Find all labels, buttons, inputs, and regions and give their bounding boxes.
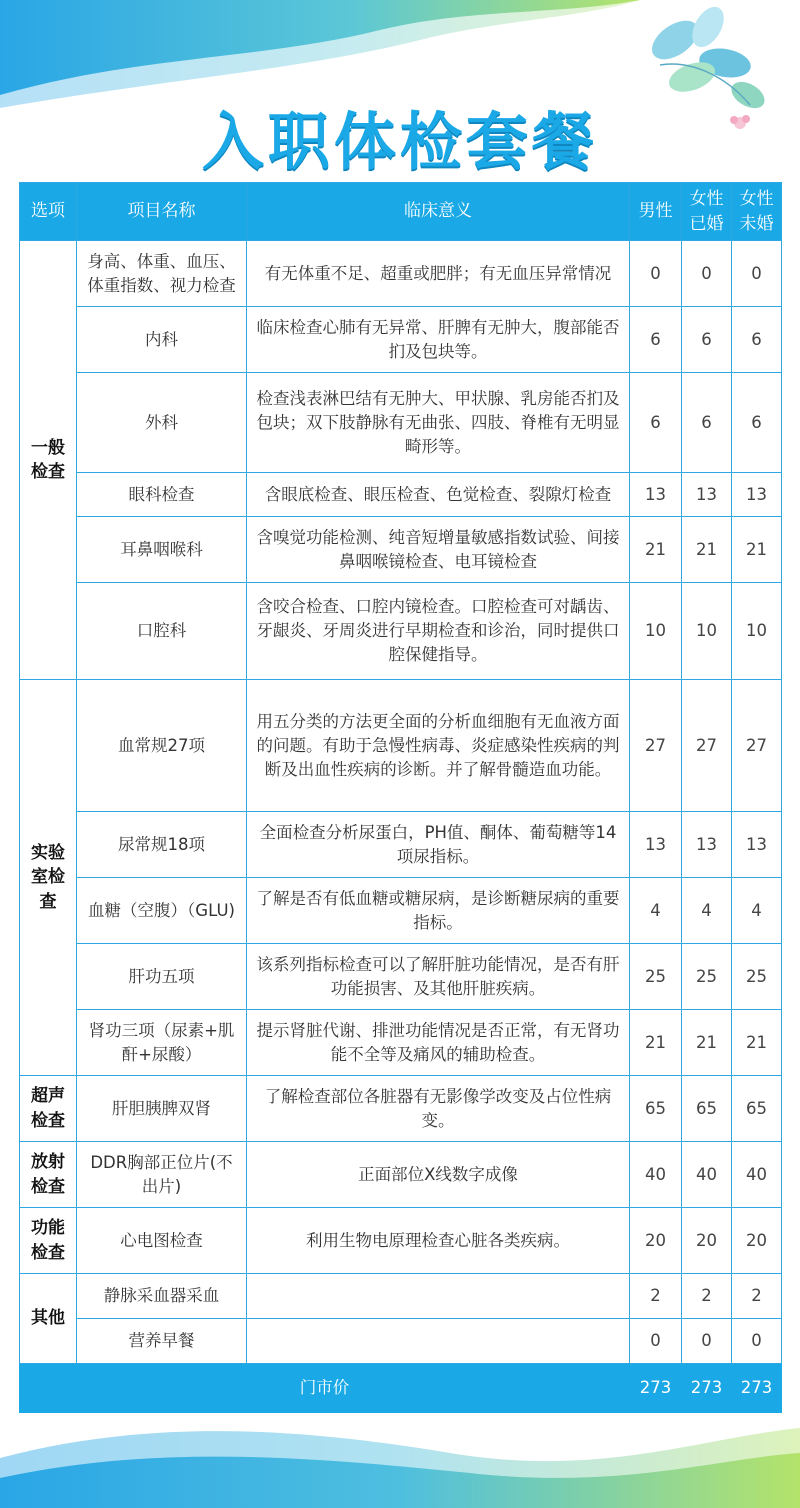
bottom-wave-decoration bbox=[0, 1398, 800, 1508]
category-cell: 功能检查 bbox=[20, 1208, 77, 1274]
price-female-unmarried-cell: 4 bbox=[732, 878, 782, 944]
price-female-unmarried-cell: 20 bbox=[732, 1208, 782, 1274]
meaning-cell bbox=[247, 1319, 630, 1364]
price-female-married-cell: 27 bbox=[682, 680, 732, 812]
page-title: 入职体检套餐 bbox=[201, 105, 598, 178]
header-female-unmarried: 女性未婚 bbox=[732, 183, 782, 241]
price-female-married-cell: 6 bbox=[682, 373, 732, 473]
price-female-married-cell: 40 bbox=[682, 1142, 732, 1208]
table-row bbox=[20, 1010, 782, 1076]
category-cell: 放射检查 bbox=[20, 1142, 77, 1208]
price-female-unmarried-cell: 65 bbox=[732, 1076, 782, 1142]
table-row bbox=[20, 1208, 782, 1274]
price-female-married-cell: 13 bbox=[682, 812, 732, 878]
item-name-cell: 静脉采血器采血 bbox=[77, 1274, 247, 1319]
meaning-cell: 提示肾脏代谢、排泄功能情况是否正常，有无肾功能不全等及痛风的辅助检查。 bbox=[247, 1010, 630, 1076]
table-row bbox=[20, 1076, 782, 1142]
price-male-cell: 13 bbox=[630, 473, 682, 517]
meaning-cell: 该系列指标检查可以了解肝脏功能情况，是否有肝功能损害、及其他肝脏疾病。 bbox=[247, 944, 630, 1010]
meaning-cell: 全面检查分析尿蛋白，PH值、酮体、葡萄糖等14项尿指标。 bbox=[247, 812, 630, 878]
price-female-unmarried-cell: 2 bbox=[732, 1274, 782, 1319]
table-row bbox=[20, 1274, 782, 1319]
table-row bbox=[20, 473, 782, 517]
item-name-cell: 血糖（空腹）（GLU) bbox=[77, 878, 247, 944]
table-row bbox=[20, 1142, 782, 1208]
total-label: 门市价 bbox=[20, 1364, 630, 1413]
table-row bbox=[20, 680, 782, 812]
price-male-cell: 0 bbox=[630, 241, 682, 307]
table-row bbox=[20, 307, 782, 373]
price-female-unmarried-cell: 0 bbox=[732, 241, 782, 307]
meaning-cell: 正面部位X线数字成像 bbox=[247, 1142, 630, 1208]
price-female-married-cell: 2 bbox=[682, 1274, 732, 1319]
item-name-cell: 内科 bbox=[77, 307, 247, 373]
price-male-cell: 4 bbox=[630, 878, 682, 944]
price-female-married-cell: 21 bbox=[682, 1010, 732, 1076]
meaning-cell: 临床检查心肺有无异常、肝脾有无肿大，腹部能否扪及包块等。 bbox=[247, 307, 630, 373]
price-female-married-cell: 13 bbox=[682, 473, 732, 517]
price-female-unmarried-cell: 0 bbox=[732, 1319, 782, 1364]
price-female-married-cell: 21 bbox=[682, 517, 732, 583]
meaning-cell: 含嗅觉功能检测、纯音短增量敏感指数试验、间接鼻咽喉镜检查、电耳镜检查 bbox=[247, 517, 630, 583]
price-male-cell: 21 bbox=[630, 517, 682, 583]
table-header-row bbox=[20, 183, 782, 241]
price-female-unmarried-cell: 6 bbox=[732, 373, 782, 473]
table-row bbox=[20, 878, 782, 944]
item-name-cell: 肝胆胰脾双肾 bbox=[77, 1076, 247, 1142]
price-male-cell: 65 bbox=[630, 1076, 682, 1142]
meaning-cell: 利用生物电原理检查心脏各类疾病。 bbox=[247, 1208, 630, 1274]
price-female-married-cell: 0 bbox=[682, 241, 732, 307]
header-category: 选项 bbox=[20, 183, 77, 241]
item-name-cell: 外科 bbox=[77, 373, 247, 473]
header-item: 项目名称 bbox=[77, 183, 247, 241]
price-female-married-cell: 4 bbox=[682, 878, 732, 944]
total-male: 273 bbox=[630, 1364, 682, 1413]
price-male-cell: 20 bbox=[630, 1208, 682, 1274]
meaning-cell bbox=[247, 1274, 630, 1319]
price-male-cell: 21 bbox=[630, 1010, 682, 1076]
item-name-cell: 尿常规18项 bbox=[77, 812, 247, 878]
category-cell: 实验室检查 bbox=[20, 680, 77, 1076]
header-female-married: 女性已婚 bbox=[682, 183, 732, 241]
item-name-cell: 心电图检查 bbox=[77, 1208, 247, 1274]
item-name-cell: 身高、体重、血压、体重指数、视力检查 bbox=[77, 241, 247, 307]
header-meaning: 临床意义 bbox=[247, 183, 630, 241]
meaning-cell: 检查浅表淋巴结有无肿大、甲状腺、乳房能否扪及包块；双下肢静脉有无曲张、四肢、脊椎有无明显畸形等。 bbox=[247, 373, 630, 473]
item-name-cell: 肝功五项 bbox=[77, 944, 247, 1010]
item-name-cell: DDR胸部正位片(不出片) bbox=[77, 1142, 247, 1208]
item-name-cell: 营养早餐 bbox=[77, 1319, 247, 1364]
table-row bbox=[20, 944, 782, 1010]
table-row bbox=[20, 583, 782, 680]
item-name-cell: 血常规27项 bbox=[77, 680, 247, 812]
total-female-unmarried: 273 bbox=[732, 1364, 782, 1413]
item-name-cell: 眼科检查 bbox=[77, 473, 247, 517]
price-male-cell: 13 bbox=[630, 812, 682, 878]
price-female-unmarried-cell: 21 bbox=[732, 1010, 782, 1076]
price-male-cell: 6 bbox=[630, 307, 682, 373]
price-female-married-cell: 6 bbox=[682, 307, 732, 373]
price-female-unmarried-cell: 10 bbox=[732, 583, 782, 680]
category-cell: 一般检查 bbox=[20, 241, 77, 680]
header-male: 男性 bbox=[630, 183, 682, 241]
price-male-cell: 6 bbox=[630, 373, 682, 473]
price-female-unmarried-cell: 25 bbox=[732, 944, 782, 1010]
meaning-cell: 了解检查部位各脏器有无影像学改变及占位性病变。 bbox=[247, 1076, 630, 1142]
table-row bbox=[20, 373, 782, 473]
item-name-cell: 耳鼻咽喉科 bbox=[77, 517, 247, 583]
price-male-cell: 40 bbox=[630, 1142, 682, 1208]
price-male-cell: 25 bbox=[630, 944, 682, 1010]
table-row bbox=[20, 812, 782, 878]
price-male-cell: 0 bbox=[630, 1319, 682, 1364]
price-female-unmarried-cell: 13 bbox=[732, 473, 782, 517]
price-female-unmarried-cell: 27 bbox=[732, 680, 782, 812]
price-male-cell: 2 bbox=[630, 1274, 682, 1319]
price-female-unmarried-cell: 13 bbox=[732, 812, 782, 878]
price-female-married-cell: 20 bbox=[682, 1208, 732, 1274]
price-female-married-cell: 10 bbox=[682, 583, 732, 680]
price-male-cell: 10 bbox=[630, 583, 682, 680]
price-male-cell: 27 bbox=[630, 680, 682, 812]
category-cell: 其他 bbox=[20, 1274, 77, 1364]
meaning-cell: 有无体重不足、超重或肥胖；有无血压异常情况 bbox=[247, 241, 630, 307]
total-female-married: 273 bbox=[682, 1364, 732, 1413]
price-female-unmarried-cell: 40 bbox=[732, 1142, 782, 1208]
meaning-cell: 了解是否有低血糖或糖尿病，是诊断糖尿病的重要指标。 bbox=[247, 878, 630, 944]
meaning-cell: 含咬合检查、口腔内镜检查。口腔检查可对龋齿、牙龈炎、牙周炎进行早期检查和诊治，同时提供口腔保健指导。 bbox=[247, 583, 630, 680]
meaning-cell: 含眼底检查、眼压检查、色觉检查、裂隙灯检查 bbox=[247, 473, 630, 517]
price-female-married-cell: 65 bbox=[682, 1076, 732, 1142]
table-row bbox=[20, 241, 782, 307]
item-name-cell: 口腔科 bbox=[77, 583, 247, 680]
table-row bbox=[20, 1319, 782, 1364]
package-table bbox=[19, 182, 782, 1413]
price-female-married-cell: 25 bbox=[682, 944, 732, 1010]
meaning-cell: 用五分类的方法更全面的分析血细胞有无血液方面的问题。有助于急慢性病毒、炎症感染性疾病的判断及出血性疾病的诊断。并了解骨髓造血功能。 bbox=[247, 680, 630, 812]
price-female-unmarried-cell: 21 bbox=[732, 517, 782, 583]
table-row bbox=[20, 517, 782, 583]
category-cell: 超声检查 bbox=[20, 1076, 77, 1142]
price-female-unmarried-cell: 6 bbox=[732, 307, 782, 373]
price-female-married-cell: 0 bbox=[682, 1319, 732, 1364]
item-name-cell: 肾功三项（尿素+肌酐+尿酸） bbox=[77, 1010, 247, 1076]
